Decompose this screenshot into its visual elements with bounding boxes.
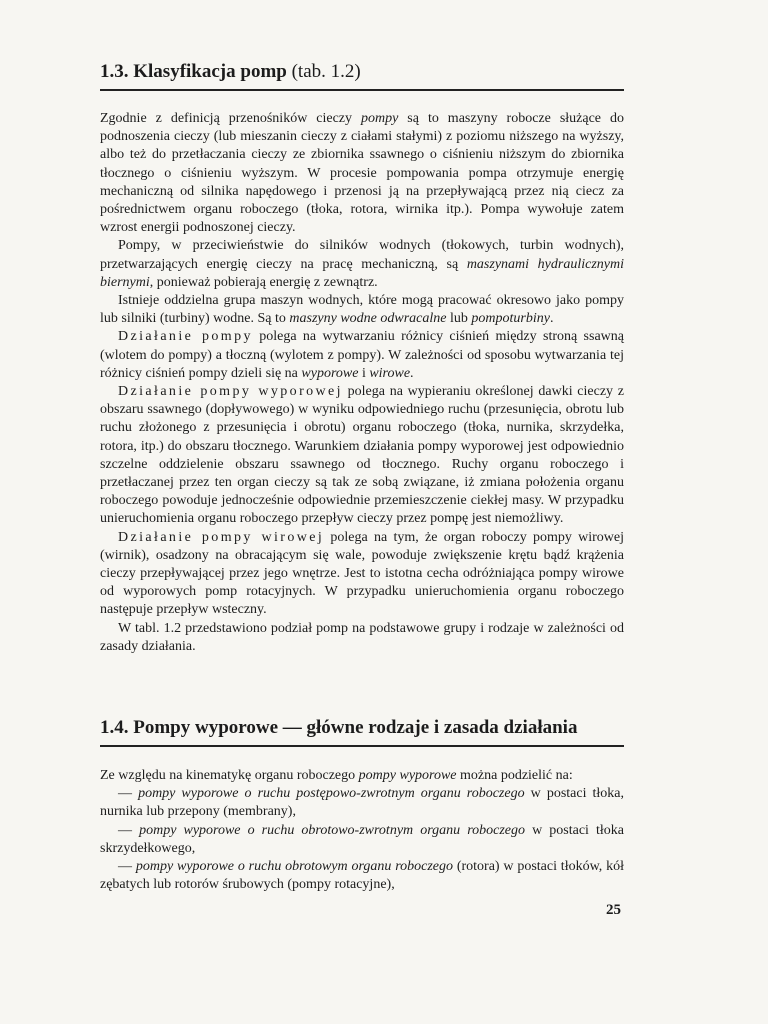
paragraph-pump-operation: Działanie pompy polega na wytwarzaniu różnicy ciśnień między stroną ssawną (wlotem do pompy) a tłoczną (wylotem z pompy). W zależności od sposobu wytwarzania tej różnicy ciśnień pompy dzieli się na wyporowe i wirowe. <box>100 329 624 381</box>
list-item: — pompy wyporowe o ruchu obrotowym organu roboczego (rotora) w postaci tłoków, kół zębatych lub rotorów śrubowych (pompy rotacyjne), <box>100 859 625 893</box>
list-item: — pompy wyporowe o ruchu postępowo-zwrotnym organu roboczego w postaci tłoka, nurnika lub przepony (membrany), <box>100 786 625 820</box>
paragraph-kinematics-intro: Ze względu na kinematykę organu roboczego pompy wyporowe można podzielić na: <box>100 768 573 783</box>
section-1-4-title: 1.4. Pompy wyporowe — główne rodzaje i zasada działania <box>100 717 578 738</box>
section-1-4-rule <box>100 745 624 747</box>
section-1-4-header <box>100 716 624 740</box>
section-title-bold: 1.3. Klasyfikacja pomp <box>100 61 287 82</box>
paragraph-pump-definition: Zgodnie z definicją przenośników cieczy pompy są to maszyny robocze służące do podnoszenia cieczy (lub mieszanin cieczy z ciałami stałymi) z poziomu niższego na wyższy, albo też do przetłaczania cieczy ze zbiornika ssawnego o ciśnieniu niższym do zbiornika tłocznego o ciśnieniu wyższym. W procesie pompowania pompa otrzymuje energię mechaniczną od silnika napędowego i przenosi ją na przepływającą przez nią ciecz za pośrednictwem organu roboczego (tłoka, rotora, wirnika itp.). Pompa wywołuje zatem wzrost energii podnoszonej cieczy. <box>100 111 624 236</box>
section-1-4-body <box>100 767 624 894</box>
paragraph-rotodynamic-pump: Działanie pompy wirowej polega na tym, że organ roboczy pompy wirowej (wirnik), osadzony na obracającym się wale, powoduje zwiększenie krętu bądź krążenia cieczy przepływającej przez jego wnętrze. Jest to istotna cecha odróżniająca pompy wirowe od wyporowych pomp rotacyjnych. W przypadku unieruchomienia organu roboczego następuje przepływ wsteczny. <box>100 529 624 618</box>
section-1-3-title <box>100 60 624 84</box>
list-item: — pompy wyporowe o ruchu obrotowo-zwrotnym organu roboczego w postaci tłoka skrzydełkowego, <box>100 822 625 856</box>
section-title-ref: (tab. 1.2) <box>286 61 361 82</box>
paragraph-displacement-pump: Działanie pompy wyporowej polega na wypieraniu określonej dawki cieczy z obszaru ssawnego (dopływowego) w wyniku odpowiedniego ruchu (przesunięcia, obrotu lub ruchu złożonego z przesunięcia i obrotu) organu roboczego (tłoka, nurnika, skrzydełka, rotora, itp.) do obszaru tłocznego. Warunkiem działania pompy wyporowej jest odpowiednio szczelne oddzielenie obszaru ssawnego od tłocznego. Ruchy organu roboczego i przetłaczanej przez ten organ cieczy są tak ze sobą związane, iż zmiana położenia organu roboczego powoduje jednocześnie odpowiednie przemieszczenie ciekłej masy. W przypadku unieruchomienia organu roboczego przepływ cieczy przez pompę jest niemożliwy. <box>100 384 624 527</box>
section-1-3-body <box>100 110 624 656</box>
paragraph-table-reference: W tabl. 1.2 przedstawiono podział pomp na podstawowe grupy i rodzaje w zależności od zasady działania. <box>100 620 624 654</box>
paragraph-passive-machines: Pompy, w przeciwieństwie do silników wodnych (tłokowych, turbin wodnych), przetwarzających energię cieczy na pracę mechaniczną, są maszynami hydraulicznymi biernymi, ponieważ pobierają energię z zewnątrz. <box>100 238 624 290</box>
page-number: 25 <box>606 902 621 918</box>
section-1-3-rule <box>100 89 624 91</box>
section-1-3-header <box>100 60 624 84</box>
paragraph-pump-turbines: Istnieje oddzielna grupa maszyn wodnych, które mogą pracować okresowo jako pompy lub silniki (turbiny) wodne. Są to maszyny wodne odwracalne lub pompoturbiny. <box>100 293 624 327</box>
